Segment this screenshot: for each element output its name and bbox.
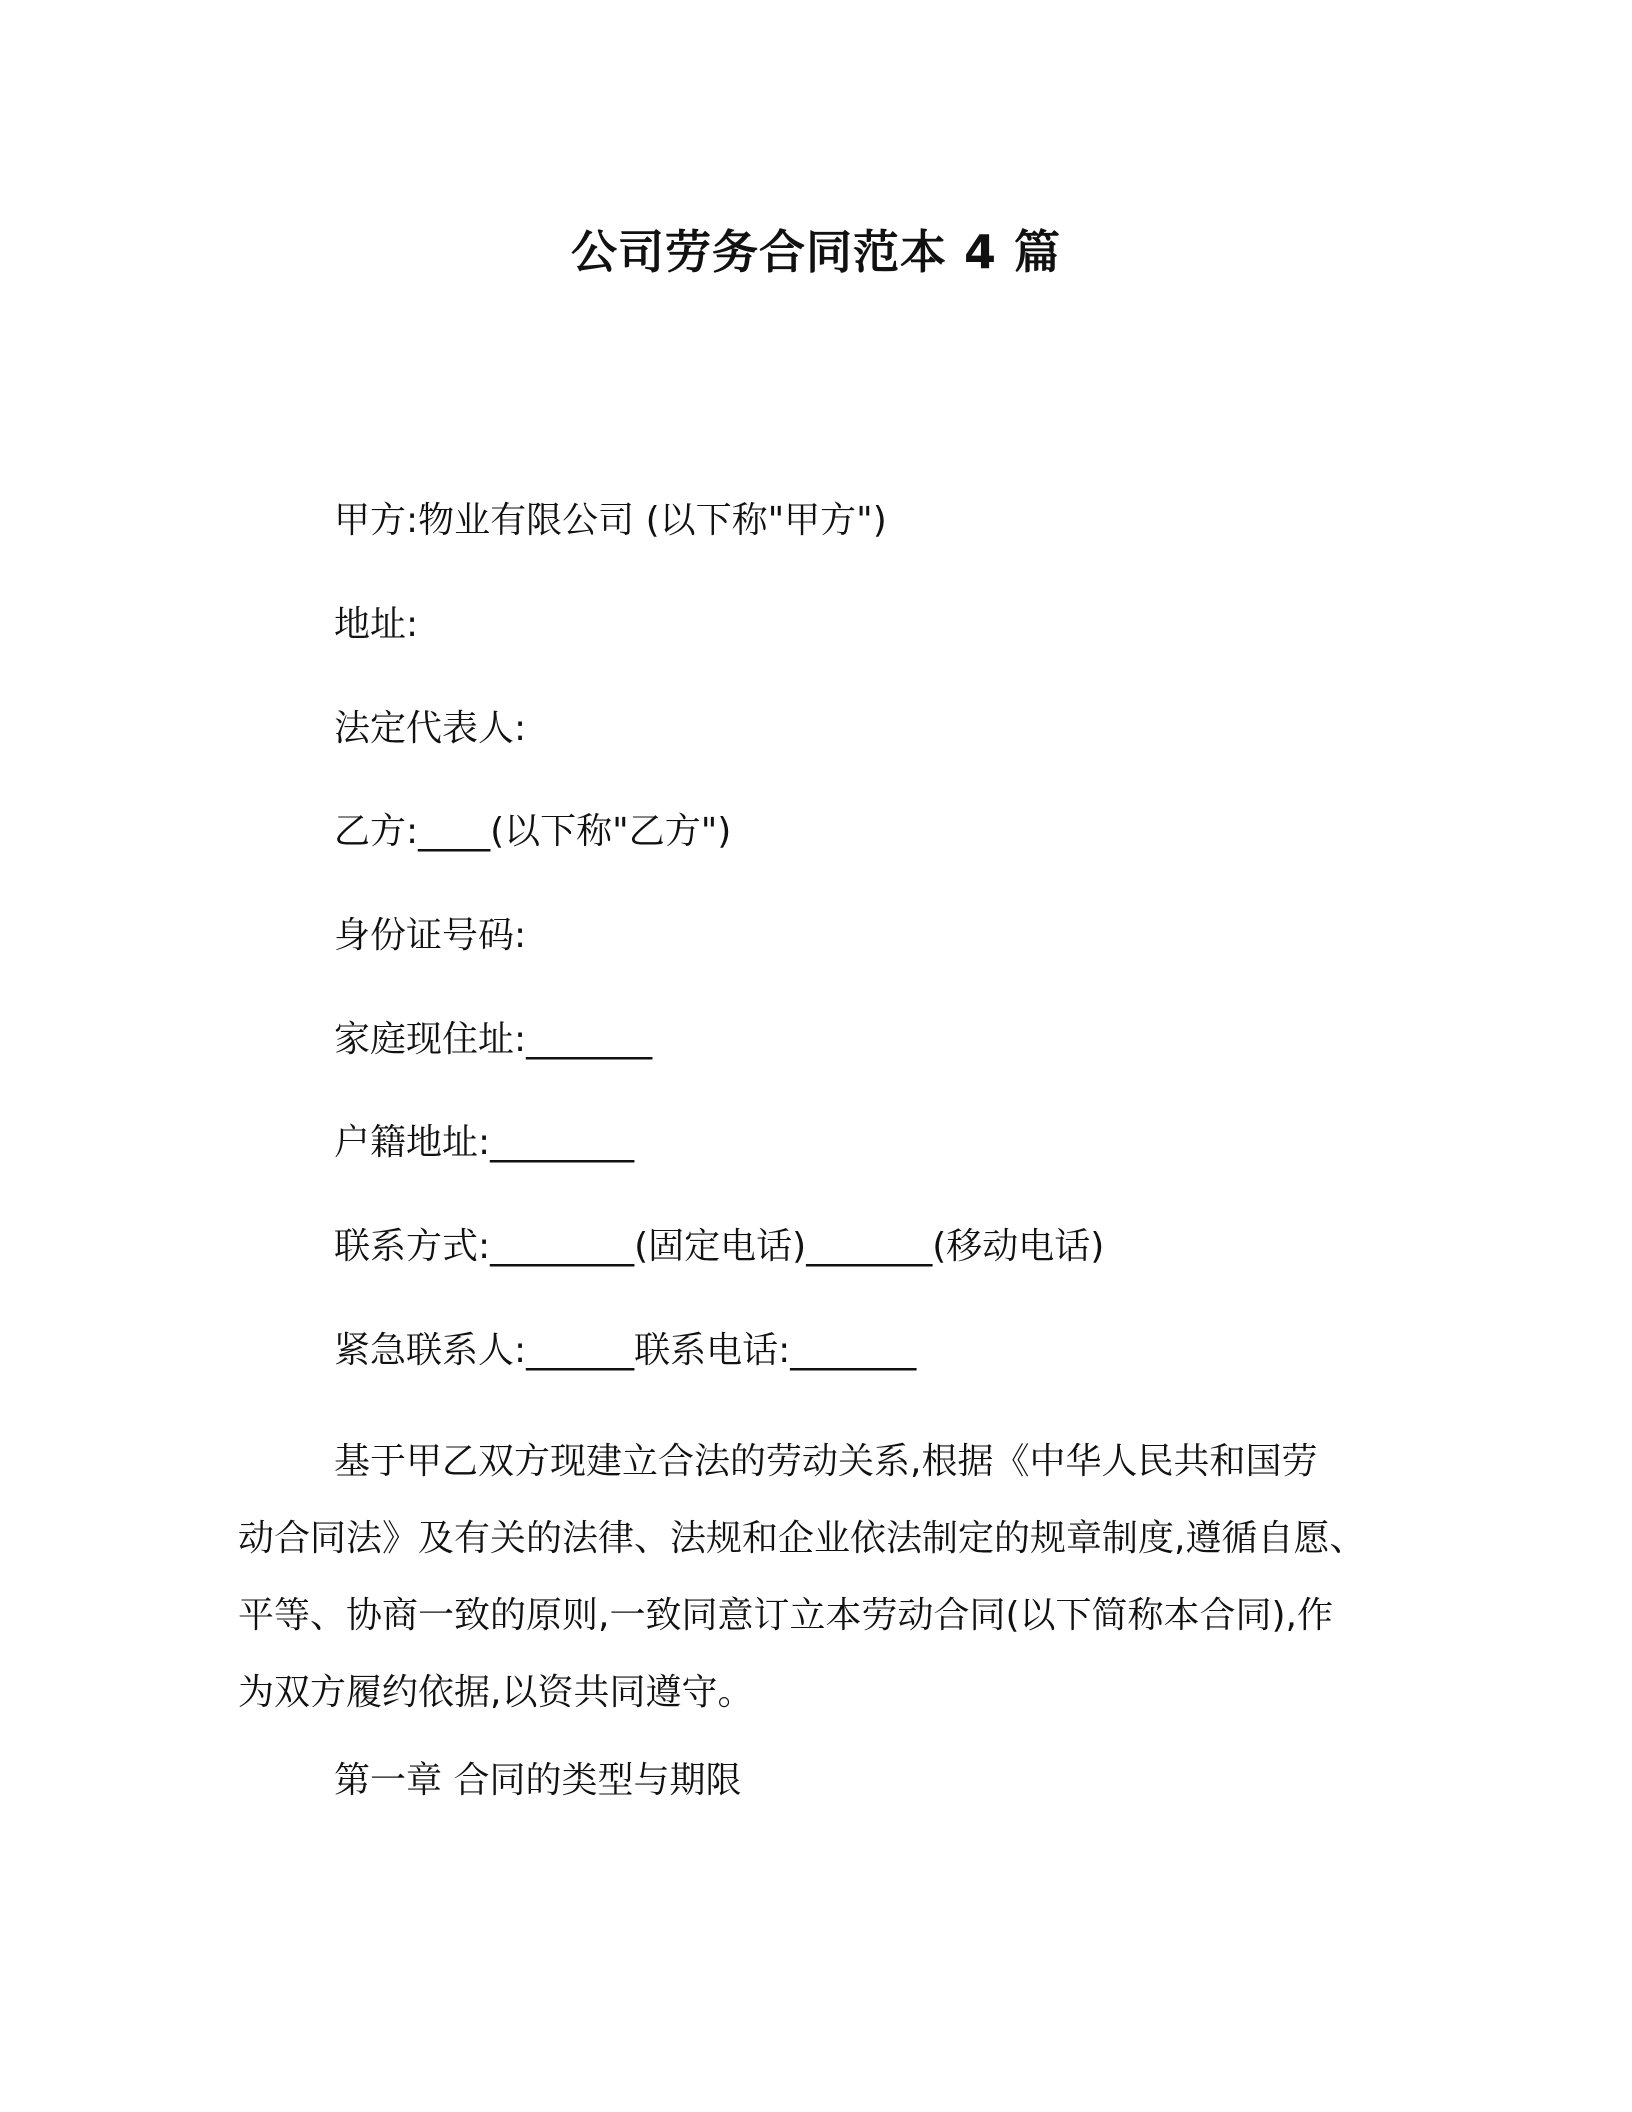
home-address-field: 家庭现住址:_______: [334, 1019, 653, 1060]
household-address-field: 户籍地址:________: [334, 1122, 635, 1163]
party-b-field: 乙方:____(以下称"乙方"): [334, 811, 732, 852]
contact-field: 联系方式:________(固定电话)_______(移动电话): [334, 1226, 1105, 1267]
document-title: 公司劳务合同范本 4 篇: [570, 225, 1062, 279]
paragraph-line: 平等、协商一致的原则,一致同意订立本劳动合同(以下简称本合同),作: [238, 1595, 1333, 1636]
id-number-field: 身份证号码:: [334, 915, 527, 956]
legal-representative-field: 法定代表人:: [334, 708, 527, 749]
emergency-contact-field: 紧急联系人:______联系电话:_______: [334, 1330, 917, 1371]
chapter-heading: 第一章 合同的类型与期限: [334, 1760, 742, 1801]
contract-preamble-paragraph: [238, 1423, 1398, 1731]
party-a-field: 甲方:物业有限公司 (以下称"甲方"): [334, 500, 887, 541]
address-field: 地址:: [334, 604, 419, 645]
paragraph-line: 动合同法》及有关的法律、法规和企业依法制定的规章制度,遵循自愿、: [238, 1518, 1366, 1559]
paragraph-line: 基于甲乙双方现建立合法的劳动关系,根据《中华人民共和国劳: [334, 1441, 1318, 1482]
paragraph-line: 为双方履约依据,以资共同遵守。: [238, 1672, 754, 1713]
